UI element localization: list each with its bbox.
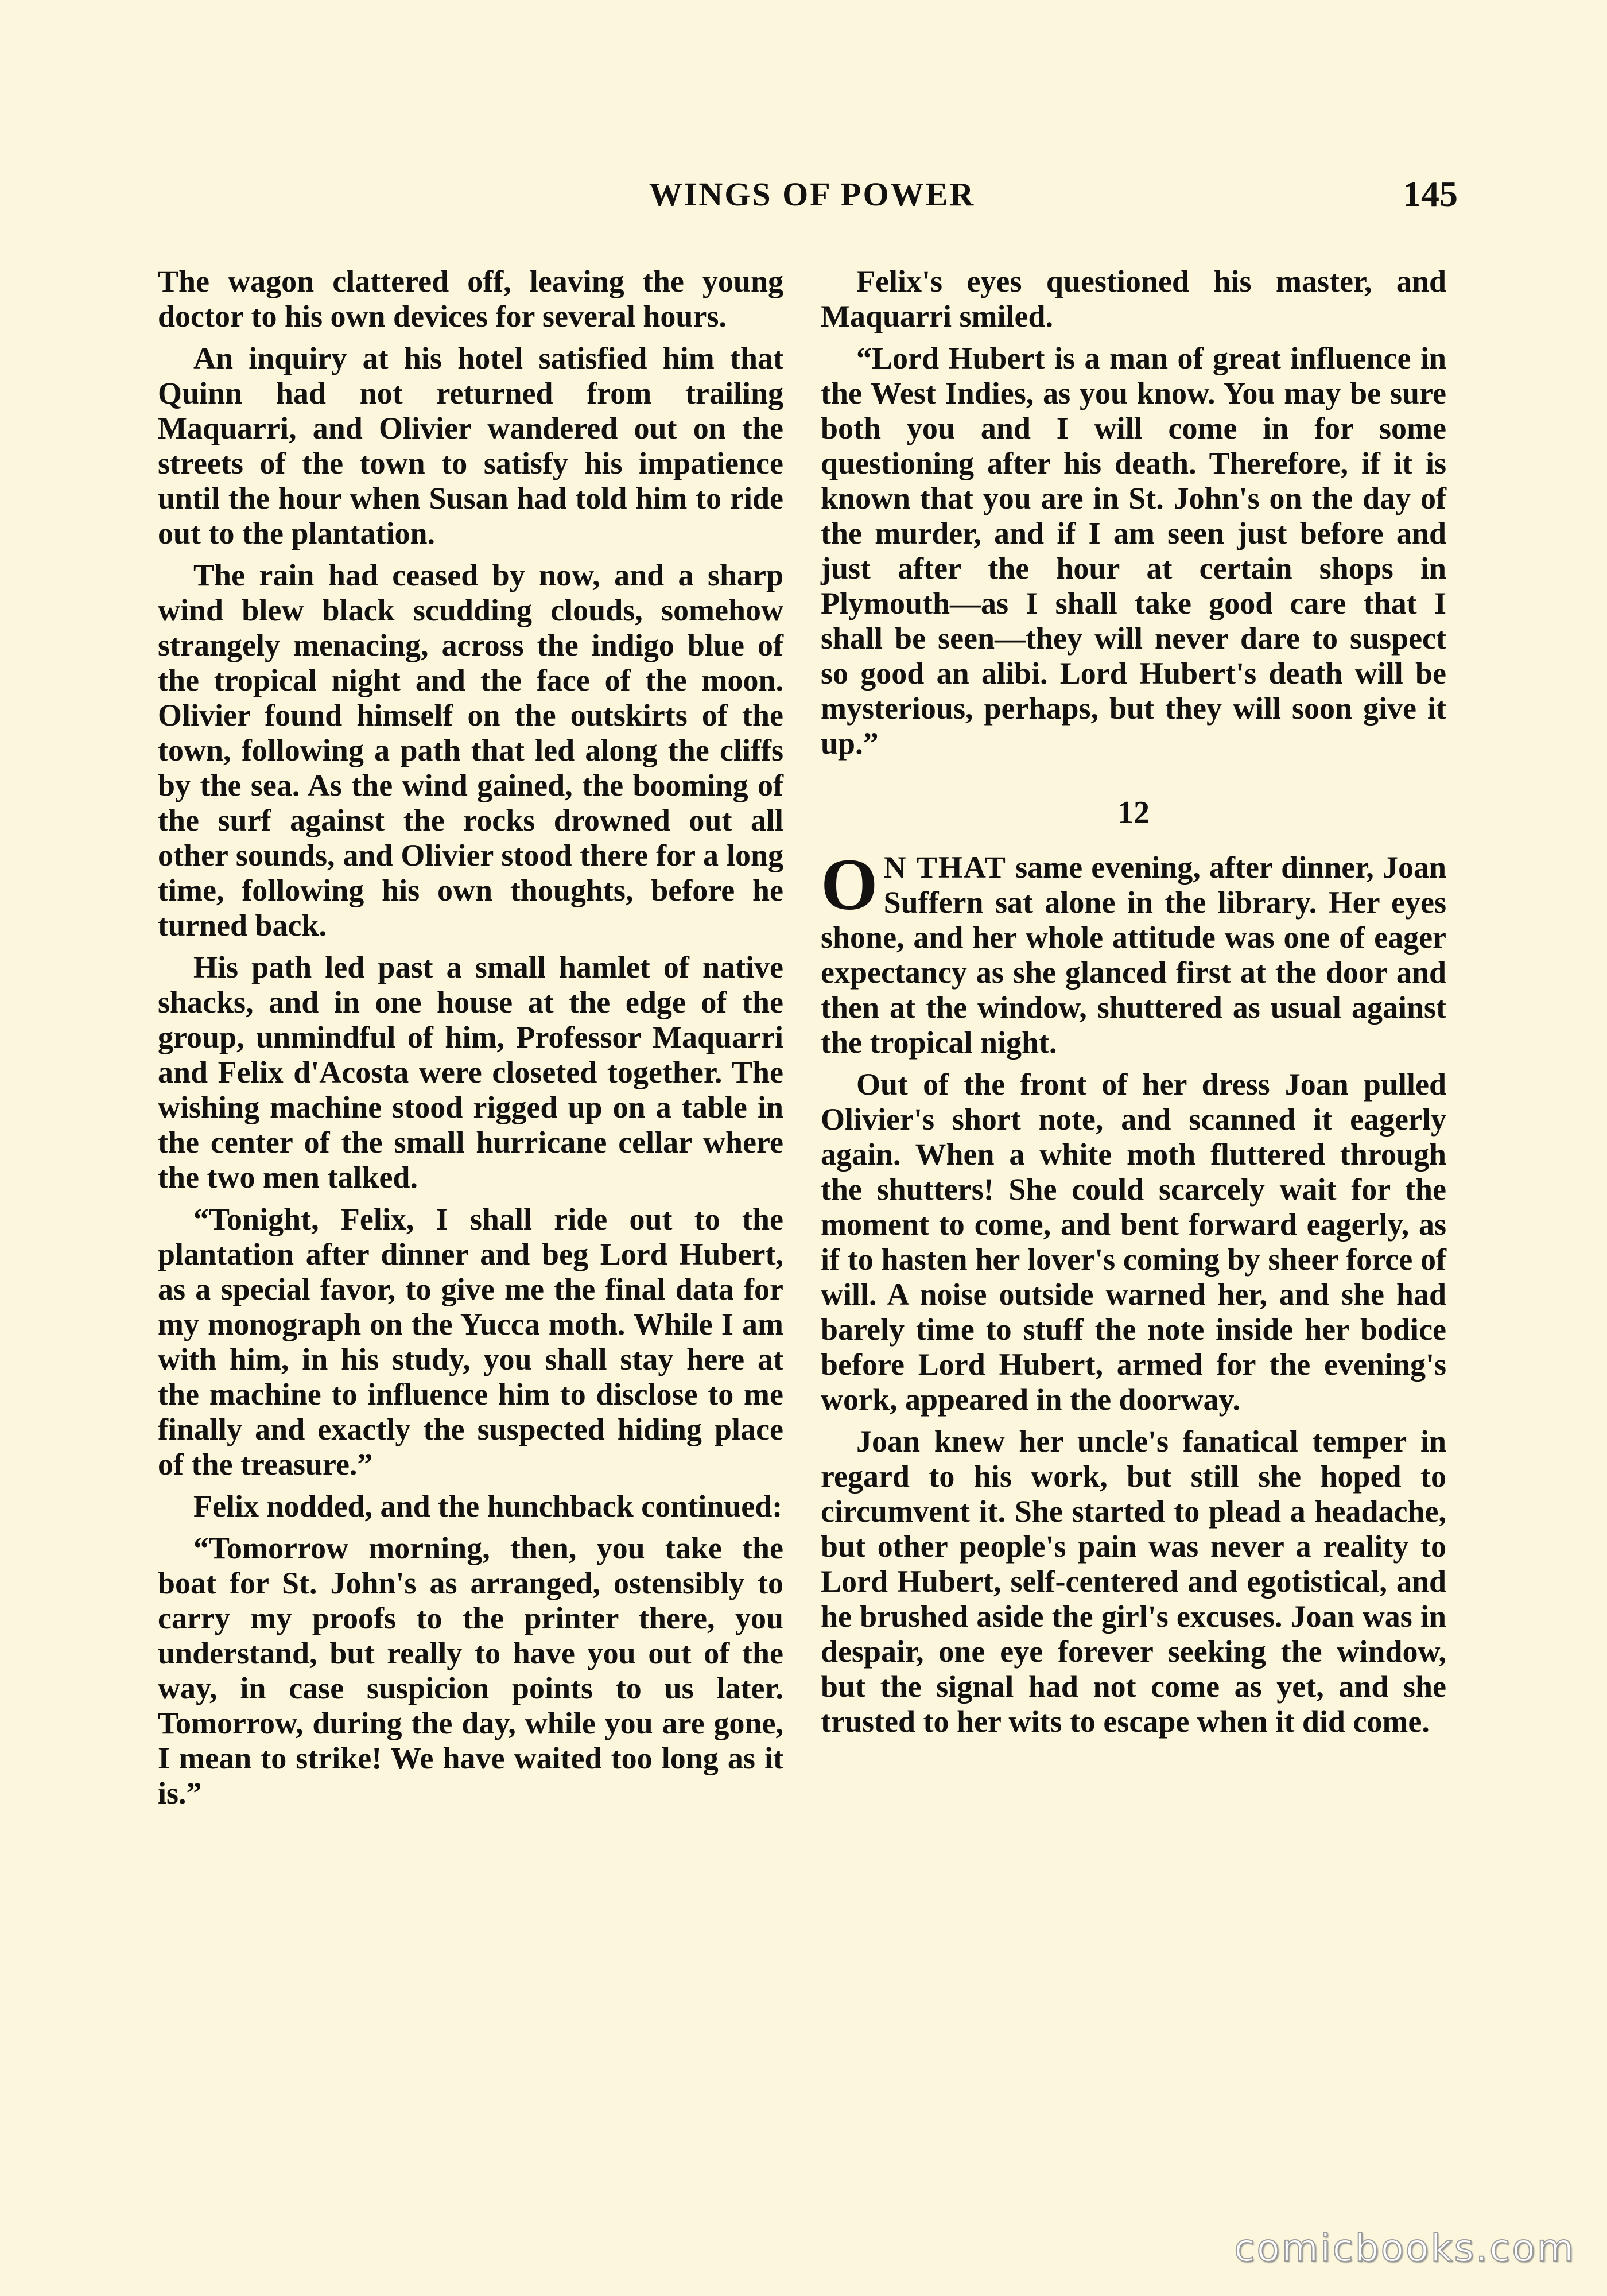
- lead-small-caps: N THAT: [883, 850, 1007, 885]
- paragraph: The rain had ceased by now, and a sharp wind blew black scudding clouds, somehow strangely menacing, across the indigo blue of the tropical night and the face of the moon. Olivier found himself on the outskirts of the town, following a path that led along the cliffs by the sea. As the wind gained, the booming of the surf against the rocks drowned out all other sounds, and Olivier stood there for a long time, following his own thoughts, before he turned back.: [158, 558, 783, 943]
- paragraph: “Lord Hubert is a man of great influence in the West Indies, as you know. You may be sure both you and I will come in for some questioning after his death. Therefore, if it is known that you are in St. John's on the day of the murder, and if I am seen just before and just after the hour at certain shops in Plymouth—as I shall take good care that I shall be seen—they will never dare to suspect so good an alibi. Lord Hubert's death will be mysterious, perhaps, but they will soon give it up.”: [821, 341, 1446, 761]
- chapter-opening-paragraph: [821, 844, 1446, 1060]
- left-column: [158, 264, 783, 1818]
- right-column: [821, 264, 1446, 1746]
- drop-cap: O: [821, 844, 878, 925]
- watermark: comicbooks.com: [1234, 2226, 1575, 2270]
- paragraph: An inquiry at his hotel satisfied him that Quinn had not returned from trailing Maquarri, and Olivier wandered out on the streets of the town to satisfy his impatience until the hour when Susan had told him to ride out to the plantation.: [158, 341, 783, 550]
- paragraph: The wagon clattered off, leaving the young doctor to his own devices for several hours.: [158, 264, 783, 333]
- page-number: 145: [1403, 173, 1458, 214]
- paragraph: Out of the front of her dress Joan pulled Olivier's short note, and scanned it eagerly again. When a white moth fluttered through the shutters! She could scarcely wait for the moment to come, and bent forward eagerly, as if to hasten her lover's coming by sheer force of will. A noise outside warned her, and she had barely time to stuff the note inside her bodice before Lord Hubert, armed for the evening's work, appeared in the doorway.: [821, 1067, 1446, 1417]
- page-header: [166, 175, 1458, 227]
- running-title: WINGS OF POWER: [649, 176, 976, 213]
- section-number: 12: [1117, 795, 1150, 831]
- paragraph: “Tomorrow morning, then, you take the boat for St. John's as arranged, ostensibly to carry my proofs to the printer there, you understand, but really to have you out of the way, in case suspicion points to us later. Tomorrow, during the day, while you are gone, I mean to strike! We have waited too long as it is.”: [158, 1531, 783, 1810]
- paragraph: Felix nodded, and the hunchback continued:: [193, 1489, 783, 1523]
- paragraph: Joan knew her uncle's fanatical temper in regard to his work, but still she hoped to circumvent it. She started to plead a headache, but other people's pain was never a reality to Lord Hubert, self-centered and egotistical, and he brushed aside the girl's excuses. Joan was in despair, one eye forever seeking the window, but the signal had not come as yet, and she trusted to her wits to escape when it did come.: [821, 1424, 1446, 1739]
- paragraph: “Tonight, Felix, I shall ride out to the plantation after dinner and beg Lord Hubert, as a special favor, to give me the final data for my monograph on the Yucca moth. While I am with him, in his study, you shall stay here at the machine to influence him to disclose to me finally and exactly the suspected hiding place of the treasure.”: [158, 1202, 783, 1481]
- paragraph: His path led past a small hamlet of native shacks, and in one house at the edge of the group, unmindful of him, Professor Maquarri and Felix d'Acosta were closeted together. The wishing machine stood rigged up on a table in the center of the small hurricane cellar where the two men talked.: [158, 950, 783, 1194]
- paragraph-text: same evening, after dinner, Joan Suffern sat alone in the library. Her eyes shone, and her whole attitude was one of eager expectancy as she glanced first at the door and then at the window, shuttered as usual against the tropical night.: [821, 850, 1446, 1060]
- paragraph: Felix's eyes questioned his master, and Maquarri smiled.: [821, 264, 1446, 333]
